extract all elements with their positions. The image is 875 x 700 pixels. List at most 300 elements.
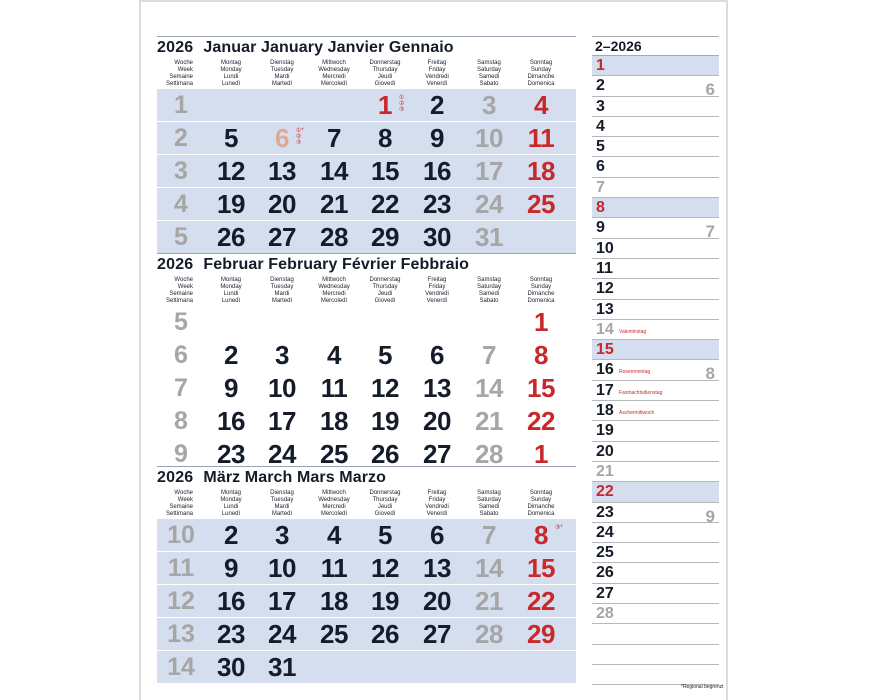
weekday-line: Mercredi — [322, 503, 346, 510]
day-cell[interactable]: 4 — [534, 90, 548, 120]
weekday-line: Lundi — [223, 290, 239, 297]
weekday-line: Freitag — [427, 490, 447, 496]
day-cell[interactable]: 25 — [320, 439, 348, 469]
week-row — [157, 88, 576, 121]
day-cell[interactable]: 7 — [482, 340, 496, 370]
weekday-line: Tuesday — [270, 496, 294, 503]
day-cell[interactable]: 7 — [482, 520, 496, 550]
day-cell[interactable]: 5 — [378, 340, 392, 370]
day-cell[interactable]: 6 — [430, 340, 444, 370]
day-cell[interactable]: 15 — [371, 156, 399, 186]
strip-day-note: Valentinstag — [619, 328, 647, 335]
strip-day-number[interactable]: 18 — [596, 402, 614, 420]
weekday-label — [511, 490, 571, 518]
weekday-line: Semaine — [169, 503, 193, 510]
weekday-label-week — [157, 490, 193, 518]
day-cell[interactable]: 7 — [327, 123, 341, 153]
strip-day-row — [592, 56, 719, 76]
weekday-line: Venerdì — [426, 510, 448, 517]
strip-day-number[interactable]: 10 — [596, 239, 614, 257]
strip-day-number[interactable]: 27 — [596, 584, 614, 602]
day-cell[interactable]: 6 — [275, 123, 289, 153]
day-cell[interactable]: 19 — [371, 406, 399, 436]
weekday-line: Settimana — [165, 510, 193, 517]
day-cell[interactable]: 4 — [327, 340, 341, 370]
weekday-label — [355, 277, 415, 305]
week-number: 9 — [174, 440, 188, 468]
strip-day-row — [592, 360, 719, 384]
strip-day-number[interactable]: 1 — [596, 57, 605, 74]
strip-title: 2–2026 — [592, 36, 719, 56]
month-block — [157, 253, 576, 470]
day-cell[interactable]: 29 — [527, 619, 555, 649]
strip-day-row — [592, 157, 719, 177]
weekday-line: Lundi — [223, 503, 239, 510]
day-cell[interactable]: 12 — [371, 553, 399, 583]
holiday-marker: ①*②③ — [296, 128, 304, 146]
day-cell[interactable]: 18 — [320, 586, 348, 616]
week-number: 8 — [174, 407, 188, 435]
strip-day-note: Rosenmontag — [619, 369, 651, 376]
weekday-line: Week — [177, 283, 193, 290]
weekday-line: Venerdì — [426, 80, 448, 87]
weekday-label — [459, 60, 519, 88]
day-cell[interactable]: 30 — [217, 652, 245, 682]
day-cell[interactable]: 3 — [275, 520, 289, 550]
month-header — [157, 253, 576, 305]
day-cell[interactable]: 18 — [320, 406, 348, 436]
day-cell[interactable]: 28 — [475, 619, 503, 649]
weekday-label — [459, 490, 519, 518]
day-cell[interactable]: 15 — [527, 553, 555, 583]
strip-day-number[interactable]: 26 — [596, 564, 614, 582]
weekday-label — [459, 277, 519, 305]
footnote: *Regional begrenzt — [681, 684, 724, 690]
weekday-line: Mittwoch — [322, 277, 346, 283]
week-number: 5 — [174, 223, 188, 251]
day-cell[interactable]: 28 — [475, 439, 503, 469]
weekday-line: Monday — [220, 283, 242, 290]
day-cell[interactable]: 24 — [268, 619, 296, 649]
weekday-line: Martedì — [271, 297, 293, 304]
weekday-line: Sunday — [530, 283, 552, 290]
weekday-line: Woche — [174, 60, 193, 66]
weekday-line: Dienstag — [270, 277, 294, 283]
weekday-line: Semaine — [169, 73, 193, 80]
week-row — [157, 305, 576, 338]
day-cell[interactable]: 21 — [475, 586, 503, 616]
day-cell[interactable]: 13 — [423, 373, 451, 403]
weekday-line: Donnerstag — [369, 277, 401, 283]
weekday-line: Mercredi — [322, 290, 346, 297]
strip-day-row — [592, 503, 719, 526]
day-cell[interactable]: 12 — [371, 373, 399, 403]
strip-day-number[interactable]: 19 — [596, 422, 614, 440]
day-cell[interactable]: 18 — [527, 156, 555, 186]
day-cell[interactable]: 26 — [217, 222, 245, 252]
strip-day-number[interactable]: 2 — [596, 77, 605, 95]
day-cell[interactable]: 23 — [217, 619, 245, 649]
weekday-line: Jeudi — [377, 503, 393, 510]
strip-week-number: 9 — [705, 506, 715, 526]
weekday-line: Week — [177, 66, 193, 73]
weekday-line: Samstag — [477, 277, 501, 283]
strip-day-number[interactable]: 24 — [596, 523, 614, 541]
day-cell[interactable]: 17 — [475, 156, 503, 186]
day-cell[interactable]: 3 — [275, 340, 289, 370]
strip-day-number[interactable]: 22 — [596, 483, 614, 501]
weekday-label — [252, 490, 312, 518]
weekday-line: Thursday — [372, 496, 398, 503]
week-row — [157, 617, 576, 650]
day-cell[interactable]: 2 — [430, 90, 444, 120]
day-cell[interactable]: 21 — [475, 406, 503, 436]
weekday-label-week — [157, 277, 193, 305]
strip-day-number[interactable]: 23 — [596, 503, 614, 521]
day-cell[interactable]: 22 — [527, 406, 555, 436]
strip-day-row — [592, 442, 719, 462]
strip-day-row — [592, 645, 719, 665]
week-number: 2 — [174, 124, 188, 152]
weekday-line: Montag — [220, 277, 241, 283]
week-row — [157, 551, 576, 584]
week-row — [157, 121, 576, 154]
day-cell[interactable]: 2 — [224, 340, 238, 370]
day-cell[interactable]: 30 — [423, 222, 451, 252]
strip-day-number[interactable]: 7 — [596, 178, 605, 196]
strip-rows — [592, 56, 719, 685]
weekday-label — [355, 60, 415, 88]
day-cell[interactable]: 15 — [527, 373, 555, 403]
weekday-line: Mardi — [274, 73, 290, 80]
strip-day-number[interactable]: 17 — [596, 381, 614, 399]
week-number: 14 — [167, 653, 195, 681]
weekday-line: Tuesday — [270, 66, 294, 73]
weekday-line: Thursday — [372, 283, 398, 290]
weekday-line: Woche — [174, 490, 193, 496]
weekday-label — [252, 277, 312, 305]
weekday-label — [511, 277, 571, 305]
weekday-line: Saturday — [476, 496, 501, 503]
day-cell[interactable]: 27 — [423, 619, 451, 649]
week-number: 12 — [167, 587, 195, 615]
strip-day-number[interactable]: 6 — [596, 158, 605, 176]
day-cell[interactable]: 8 — [378, 123, 392, 153]
month-name: Februar February Février Febbraio — [203, 256, 470, 273]
day-cell[interactable]: 20 — [423, 586, 451, 616]
day-cell[interactable]: 24 — [475, 189, 503, 219]
strip-day-number[interactable]: 13 — [596, 300, 614, 318]
weekday-line: Mercoledì — [320, 297, 348, 304]
day-cell[interactable]: 8 — [534, 340, 548, 370]
day-cell[interactable]: 28 — [320, 222, 348, 252]
strip-day-number[interactable]: 21 — [596, 462, 614, 480]
day-cell[interactable]: 24 — [268, 439, 296, 469]
strip-day-number[interactable]: 11 — [596, 259, 613, 277]
day-cell[interactable]: 10 — [268, 373, 296, 403]
strip-day-row — [592, 665, 719, 685]
week-row — [157, 584, 576, 617]
weekday-line: Mittwoch — [322, 60, 346, 66]
strip-day-row — [592, 300, 719, 320]
strip-day-note: Fastnachtsdienstag — [619, 389, 663, 396]
day-cell[interactable]: 9 — [224, 373, 238, 403]
weekday-line: Friday — [428, 496, 446, 503]
strip-day-row — [592, 584, 719, 604]
weekday-line: Sabato — [479, 297, 499, 304]
year-label: 2026 — [157, 469, 194, 486]
month-name: März March Mars Marzo — [203, 469, 386, 486]
strip-week-number: 6 — [705, 80, 715, 100]
strip-day-row — [592, 401, 719, 421]
week-row — [157, 220, 576, 253]
strip-day-row — [592, 381, 719, 401]
day-cell[interactable]: 22 — [371, 189, 399, 219]
strip-day-row — [592, 239, 719, 259]
week-number: 3 — [174, 157, 188, 185]
day-cell[interactable]: 1 — [378, 90, 392, 120]
strip-day-number[interactable]: 9 — [596, 219, 605, 237]
day-cell[interactable]: 10 — [268, 553, 296, 583]
weekday-label — [355, 490, 415, 518]
day-cell[interactable]: 20 — [423, 406, 451, 436]
weekday-line: Montag — [220, 60, 241, 66]
strip-day-row — [592, 117, 719, 137]
weekday-line: Venerdì — [426, 297, 448, 304]
strip-day-number[interactable]: 5 — [596, 138, 605, 156]
week-row — [157, 518, 576, 551]
day-cell[interactable]: 13 — [268, 156, 296, 186]
day-cell[interactable]: 19 — [371, 586, 399, 616]
strip-week-number: 8 — [705, 364, 715, 384]
weekday-label — [252, 60, 312, 88]
strip-day-row — [592, 76, 719, 100]
day-cell[interactable]: 23 — [217, 439, 245, 469]
strip-day-row — [592, 137, 719, 157]
weekday-line: Sunday — [530, 66, 552, 73]
weekday-line: Settimana — [165, 297, 193, 304]
day-cell[interactable]: 22 — [527, 586, 555, 616]
day-cell[interactable]: 23 — [423, 189, 451, 219]
month-title — [157, 469, 576, 491]
weekday-label — [407, 277, 467, 305]
month-name: Januar January Janvier Gennaio — [203, 39, 454, 56]
day-cell[interactable]: 2 — [224, 520, 238, 550]
day-cell[interactable]: 12 — [217, 156, 245, 186]
weekday-line: Lunedì — [221, 297, 241, 304]
strip-day-number[interactable]: 16 — [596, 361, 614, 379]
weekday-line: Samedi — [478, 73, 500, 80]
strip-day-row — [592, 320, 719, 340]
strip-day-number[interactable]: 28 — [596, 605, 614, 623]
weekday-line: Martedì — [271, 80, 293, 87]
strip-day-row — [592, 259, 719, 279]
day-cell[interactable]: 4 — [327, 520, 341, 550]
day-cell[interactable]: 1 — [534, 439, 548, 469]
weekday-label — [511, 60, 571, 88]
day-cell[interactable]: 1 — [534, 307, 548, 337]
strip-day-row — [592, 543, 719, 563]
strip-day-row — [592, 624, 719, 644]
weekday-line: Dimanche — [527, 73, 555, 80]
week-row — [157, 338, 576, 371]
strip-day-row — [592, 198, 719, 218]
strip-day-row — [592, 340, 719, 360]
day-cell[interactable]: 11 — [320, 553, 348, 583]
day-cell[interactable]: 19 — [217, 189, 245, 219]
day-cell[interactable]: 27 — [423, 439, 451, 469]
month-title — [157, 256, 576, 278]
weekday-line: Friday — [428, 283, 446, 290]
weekday-line: Wednesday — [318, 496, 350, 503]
weekday-line: Mercredi — [322, 73, 346, 80]
strip-day-row — [592, 218, 719, 242]
day-cell[interactable]: 16 — [217, 586, 245, 616]
day-cell[interactable]: 20 — [268, 189, 296, 219]
strip-day-row — [592, 178, 719, 198]
weekday-line: Samstag — [477, 490, 501, 496]
day-cell[interactable]: 26 — [371, 439, 399, 469]
day-cell[interactable]: 14 — [320, 156, 348, 186]
week-number: 6 — [174, 341, 188, 369]
day-cell[interactable]: 9 — [430, 123, 444, 153]
strip-day-number[interactable]: 8 — [596, 199, 605, 217]
weekday-line: Lunedì — [221, 510, 241, 517]
strip-day-number[interactable]: 20 — [596, 442, 614, 460]
day-strip — [592, 36, 719, 685]
weekday-line: Mercoledì — [320, 80, 348, 87]
weekday-line: Montag — [220, 490, 241, 496]
day-cell[interactable]: 8 — [534, 520, 548, 550]
strip-day-number[interactable]: 12 — [596, 280, 614, 298]
weekday-line: Giovedì — [374, 297, 396, 304]
week-row — [157, 154, 576, 187]
holiday-marker: ③* — [555, 525, 563, 531]
weekday-line: Domenica — [527, 297, 555, 304]
day-cell[interactable]: 14 — [475, 553, 503, 583]
weekday-line: Semaine — [169, 290, 193, 297]
year-label: 2026 — [157, 256, 194, 273]
weekday-line: Saturday — [476, 66, 501, 73]
weekday-line: Woche — [174, 277, 193, 283]
day-cell[interactable]: 3 — [482, 90, 496, 120]
strip-week-number: 7 — [705, 222, 715, 242]
week-number: 1 — [174, 91, 188, 119]
weekday-line: Mittwoch — [322, 490, 346, 496]
day-cell[interactable]: 9 — [224, 553, 238, 583]
strip-day-row — [592, 523, 719, 543]
week-number: 7 — [174, 374, 188, 402]
weekday-line: Sonntag — [529, 60, 553, 66]
weekday-line: Samedi — [478, 290, 500, 297]
strip-day-number[interactable]: 15 — [596, 341, 614, 359]
week-number: 5 — [174, 308, 188, 336]
day-cell[interactable]: 25 — [527, 189, 555, 219]
weekday-line: Domenica — [527, 510, 555, 517]
day-cell[interactable]: 17 — [268, 406, 296, 436]
weekday-line: Vendredi — [425, 503, 449, 510]
strip-day-row — [592, 462, 719, 482]
day-cell[interactable]: 26 — [371, 619, 399, 649]
weekday-line: Donnerstag — [369, 490, 401, 496]
day-cell[interactable]: 17 — [268, 586, 296, 616]
week-row — [157, 371, 576, 404]
weekday-line: Vendredi — [425, 290, 449, 297]
day-cell[interactable]: 16 — [217, 406, 245, 436]
month-block — [157, 36, 576, 253]
day-cell[interactable]: 25 — [320, 619, 348, 649]
weekday-line: Sonntag — [529, 277, 553, 283]
weekday-line: Tuesday — [270, 283, 294, 290]
month-header — [157, 36, 576, 88]
day-cell[interactable]: 16 — [423, 156, 451, 186]
strip-day-number[interactable]: 4 — [596, 117, 605, 135]
day-cell[interactable]: 5 — [378, 520, 392, 550]
weekday-line: Domenica — [527, 80, 555, 87]
day-cell[interactable]: 31 — [268, 652, 296, 682]
weekday-label — [407, 490, 467, 518]
strip-day-row — [592, 279, 719, 299]
strip-day-row — [592, 421, 719, 441]
day-cell[interactable]: 27 — [268, 222, 296, 252]
week-number: 10 — [167, 521, 195, 549]
strip-day-row — [592, 604, 719, 624]
weekday-line: Jeudi — [377, 73, 393, 80]
weekday-line: Dienstag — [270, 490, 294, 496]
strip-day-number[interactable]: 25 — [596, 544, 614, 562]
weekday-line: Giovedì — [374, 510, 396, 517]
weekday-line: Freitag — [427, 60, 447, 66]
weekday-line: Mardi — [274, 503, 290, 510]
weekday-line: Saturday — [476, 283, 501, 290]
day-cell[interactable]: 5 — [224, 123, 238, 153]
day-cell[interactable]: 29 — [371, 222, 399, 252]
weekday-line: Martedì — [271, 510, 293, 517]
week-row — [157, 404, 576, 437]
weekday-line: Sabato — [479, 80, 499, 87]
weekday-line: Vendredi — [425, 73, 449, 80]
day-cell[interactable]: 14 — [475, 373, 503, 403]
day-cell[interactable]: 11 — [320, 373, 348, 403]
strip-day-number[interactable]: 3 — [596, 97, 605, 115]
weekday-line: Samstag — [477, 60, 501, 66]
weekday-line: Mardi — [274, 290, 290, 297]
weekday-line: Lundi — [223, 73, 239, 80]
weekday-line: Donnerstag — [369, 60, 401, 66]
day-cell[interactable]: 13 — [423, 553, 451, 583]
week-number: 4 — [174, 190, 188, 218]
month-title — [157, 39, 576, 61]
day-cell[interactable]: 6 — [430, 520, 444, 550]
year-label: 2026 — [157, 39, 194, 56]
week-number: 11 — [167, 554, 195, 582]
weekday-line: Jeudi — [377, 290, 393, 297]
weekday-line: Lunedì — [221, 80, 241, 87]
strip-day-row — [592, 482, 719, 502]
strip-day-number[interactable]: 14 — [596, 320, 614, 338]
day-cell[interactable]: 11 — [527, 123, 555, 153]
weekday-line: Dimanche — [527, 290, 555, 297]
weekday-line: Dienstag — [270, 60, 294, 66]
weekday-line: Monday — [220, 66, 242, 73]
weekday-line: Week — [177, 496, 193, 503]
weekday-line: Friday — [428, 66, 446, 73]
day-cell[interactable]: 31 — [475, 222, 503, 252]
weekday-line: Dimanche — [527, 503, 555, 510]
day-cell[interactable]: 10 — [475, 123, 503, 153]
week-number: 13 — [167, 620, 195, 648]
day-cell[interactable]: 21 — [320, 189, 348, 219]
